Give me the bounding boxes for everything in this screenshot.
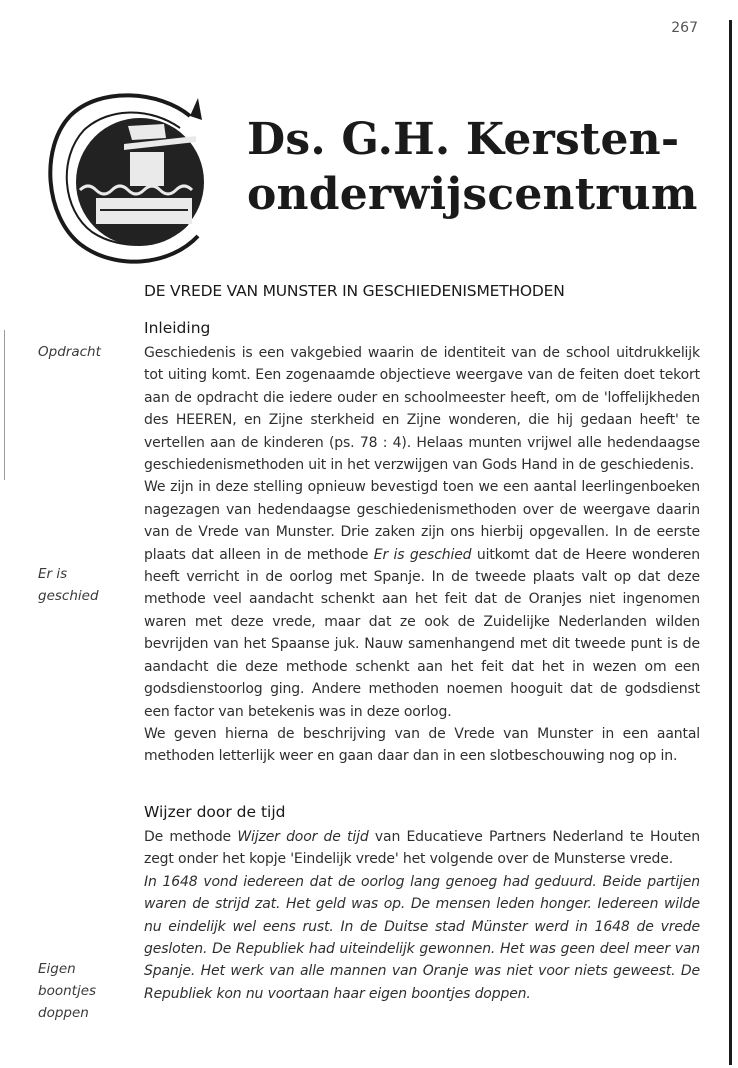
section-body-inleiding xyxy=(144,342,700,768)
logo-pulpit xyxy=(128,124,166,140)
page-number: 267 xyxy=(671,20,698,36)
paragraph: We geven hierna de beschrijving van de Vrede van Munster in een aantal methoden letterlijk weer en gaan daar dan in een slotbeschouwing nog op in. xyxy=(144,725,700,765)
section-title-wijzer: Wijzer door de tijd xyxy=(144,803,286,821)
text-run: We zijn in deze stelling opnieuw bevestigd toen we een aantal leerlingenboeken nagezagen van hedendaagse geschiedenismethoden over de weergave daarin van de Vrede van Munster. Drie zaken zijn ons hierbij opgevallen. In de eerste plaats dat alleen in de methode xyxy=(144,479,700,563)
text-run: uitkomt dat de Heere wonderen heeft verricht in de oorlog met Spanje. In de tweede plaats valt op dat deze methode veel aandacht schenkt aan het feit dat de Oranjes niet ingenomen waren met deze vrede, maar dat ze ook de Zuidelijke Nederlanden wilden bevrijden van het Spaanse juk. Nauw samenhangend met dit tweede punt is de aandacht die deze methode schenkt aan het feit dat het in wezen om een godsdienstoorlog ging. Andere methoden noemen hooguit dat de godsdienst een factor van betekenis was in deze oorlog. xyxy=(144,546,700,720)
margin-note-line: Eigen xyxy=(38,961,76,977)
title-line-1: Ds. G.H. Kersten- xyxy=(247,114,680,165)
scan-edge-left xyxy=(4,330,5,480)
margin-note-opdracht: Opdracht xyxy=(38,344,101,360)
scan-edge-right xyxy=(729,20,732,1065)
text-run-italic: Wijzer door de tijd xyxy=(237,829,369,845)
margin-note-eigen-boontjes-doppen xyxy=(38,958,96,1024)
section-title-inleiding: Inleiding xyxy=(144,319,211,337)
centre-title xyxy=(247,112,698,222)
margin-note-line: geschied xyxy=(38,588,99,604)
kersten-logo xyxy=(40,86,208,266)
paragraph xyxy=(144,826,700,871)
section-body-wijzer xyxy=(144,826,700,1005)
text-run-italic: Er is geschied xyxy=(373,546,472,563)
text-run: van Educatieve Partners Nederland te Houten zegt onder het kopje 'Eindelijk vrede' het volgende over de Munsterse vrede. xyxy=(144,829,700,868)
paragraph xyxy=(144,476,700,722)
text-run: De methode xyxy=(144,829,238,845)
margin-note-er-is-geschied xyxy=(38,563,99,607)
paragraph: Geschiedenis is een vakgebied waarin de identiteit van de school uitdrukkelijk tot uiting komt. Een zogenaamde objectieve weergave van de feiten doet tekort aan de opdracht die iedere ouder en schoolmeester heeft, om de 'loffelijkheden des HEEREN, en Zijne sterkheid en Zijne wonderen, die hij gedaan heeft' te vertellen aan de kinderen (ps. 78 : 4). Helaas munten vrijwel alle hedendaagse geschiedenismethoden uit in het verzwijgen van Gods Hand in de geschiedenis. xyxy=(144,345,700,474)
title-line-2: onderwijscentrum xyxy=(247,169,698,220)
margin-note-line: boontjes xyxy=(38,983,97,999)
quote-paragraph: In 1648 vond iedereen dat de oorlog lang genoeg had geduurd. Beide partijen waren de strijd zat. Het geld was op. De mensen leden honger. Iedereen wilde nu eindelijk wel eens rust. In de Duitse stad Münster werd in 1648 de vrede gesloten. De Republiek had uiteindelijk gewonnen. Het was geen deel meer van Spanje. Het werk van alle mannen van Oranje was niet voor niets geweest. De Republiek kon nu voortaan haar eigen boontjes doppen. xyxy=(144,873,700,1002)
article-heading: DE VREDE VAN MUNSTER IN GESCHIEDENISMETHODEN xyxy=(144,282,565,300)
margin-note-line: Er is xyxy=(38,566,68,582)
margin-note-line: doppen xyxy=(38,1005,89,1021)
